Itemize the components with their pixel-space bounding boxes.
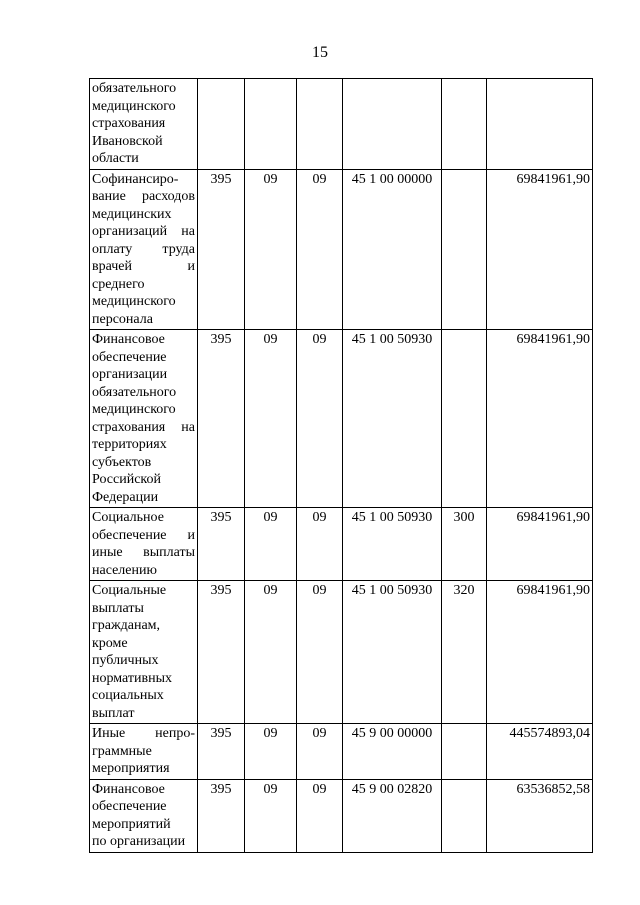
amount-cell: 69841961,90 [487, 581, 593, 724]
table-row [90, 79, 593, 170]
budget-table [89, 78, 593, 853]
row-name-line: медицинских [92, 206, 172, 222]
row-name-line: страхования на [92, 419, 195, 435]
subsection-code-cell: 09 [297, 779, 343, 852]
row-name-line: иные выплаты [92, 545, 195, 560]
admin-code-cell: 395 [198, 169, 245, 330]
section-code-cell: 09 [245, 330, 297, 508]
row-name-line: обязательного [92, 384, 177, 400]
row-name-line: обязательного [92, 81, 177, 96]
row-name-line: Финансовое [92, 781, 165, 797]
row-name-line: обеспечение [92, 349, 167, 365]
row-name-line: Финансовое [92, 332, 165, 347]
row-name-line: вание расходов [92, 189, 195, 204]
expense-type-cell [442, 169, 487, 330]
row-name-line: медицинского [92, 402, 176, 417]
row-name-line: Ивановской [92, 133, 163, 149]
section-code-cell [245, 79, 297, 170]
row-name-line: социальных [92, 688, 164, 703]
row-name-cell [90, 79, 198, 170]
row-name-line: мероприятия [92, 761, 170, 776]
target-article-cell: 45 1 00 50930 [343, 330, 442, 508]
table-row [90, 169, 593, 330]
table-row [90, 779, 593, 852]
row-name-line: медицинского [92, 294, 176, 309]
row-name-line: Федерации [92, 489, 159, 505]
row-name-line: персонала [92, 311, 153, 327]
row-name-cell [90, 508, 198, 581]
section-code-cell: 09 [245, 169, 297, 330]
row-name-cell [90, 724, 198, 780]
row-name-cell [90, 169, 198, 330]
table-row [90, 724, 593, 780]
expense-type-cell [442, 79, 487, 170]
section-code-cell: 09 [245, 779, 297, 852]
target-article-cell: 45 9 00 02820 [343, 779, 442, 852]
admin-code-cell: 395 [198, 508, 245, 581]
row-name-line: Социальное [92, 510, 164, 525]
row-name-line: Российской [92, 472, 161, 487]
row-name-line: среднего [92, 276, 145, 292]
row-name-line: нормативных [92, 670, 173, 686]
row-name-line: субъектов [92, 454, 152, 470]
row-name-line: Софинансиро- [92, 171, 179, 187]
amount-cell [487, 79, 593, 170]
section-code-cell: 09 [245, 724, 297, 780]
row-name-line: оплату труда [92, 241, 195, 257]
subsection-code-cell: 09 [297, 169, 343, 330]
subsection-code-cell: 09 [297, 581, 343, 724]
row-name-cell [90, 779, 198, 852]
target-article-cell [343, 79, 442, 170]
row-name-line: территориях [92, 437, 167, 452]
row-name-line: страхования [92, 116, 166, 131]
target-article-cell: 45 1 00 50930 [343, 581, 442, 724]
table-row [90, 330, 593, 508]
amount-cell: 69841961,90 [487, 508, 593, 581]
subsection-code-cell: 09 [297, 724, 343, 780]
row-name-line: выплаты [92, 600, 144, 616]
section-code-cell: 09 [245, 508, 297, 581]
target-article-cell: 45 1 00 50930 [343, 508, 442, 581]
admin-code-cell: 395 [198, 581, 245, 724]
admin-code-cell: 395 [198, 330, 245, 508]
admin-code-cell: 395 [198, 779, 245, 852]
subsection-code-cell [297, 79, 343, 170]
expense-type-cell: 300 [442, 508, 487, 581]
row-name-line: Социальные [92, 583, 167, 598]
row-name-line: публичных [92, 653, 159, 668]
amount-cell: 63536852,58 [487, 779, 593, 852]
row-name-line: организаций на [92, 224, 195, 239]
row-name-line: врачей и [92, 259, 195, 274]
row-name-line: организации [92, 367, 168, 382]
expense-type-cell [442, 779, 487, 852]
row-name-line: обеспечение [92, 799, 167, 814]
admin-code-cell [198, 79, 245, 170]
row-name-line: обеспечение и [92, 527, 195, 543]
row-name-line: населению [92, 562, 157, 578]
row-name-line: Иные непро- [92, 726, 195, 741]
row-name-line: области [92, 151, 139, 166]
amount-cell: 445574893,04 [487, 724, 593, 780]
subsection-code-cell: 09 [297, 330, 343, 508]
expense-type-cell: 320 [442, 581, 487, 724]
page-number: 15 [312, 44, 328, 61]
subsection-code-cell: 09 [297, 508, 343, 581]
row-name-line: кроме [92, 635, 128, 651]
row-name-line: медицинского [92, 98, 176, 114]
section-code-cell: 09 [245, 581, 297, 724]
target-article-cell: 45 9 00 00000 [343, 724, 442, 780]
amount-cell: 69841961,90 [487, 169, 593, 330]
table-row [90, 581, 593, 724]
row-name-line: выплат [92, 705, 135, 721]
expense-type-cell [442, 330, 487, 508]
target-article-cell: 45 1 00 00000 [343, 169, 442, 330]
table-row [90, 508, 593, 581]
row-name-cell [90, 330, 198, 508]
row-name-line: мероприятий [92, 816, 171, 832]
amount-cell: 69841961,90 [487, 330, 593, 508]
admin-code-cell: 395 [198, 724, 245, 780]
row-name-line: гражданам, [92, 618, 161, 633]
row-name-cell [90, 581, 198, 724]
row-name-line: граммные [92, 743, 152, 759]
row-name-line: по организации [92, 834, 186, 849]
expense-type-cell [442, 724, 487, 780]
